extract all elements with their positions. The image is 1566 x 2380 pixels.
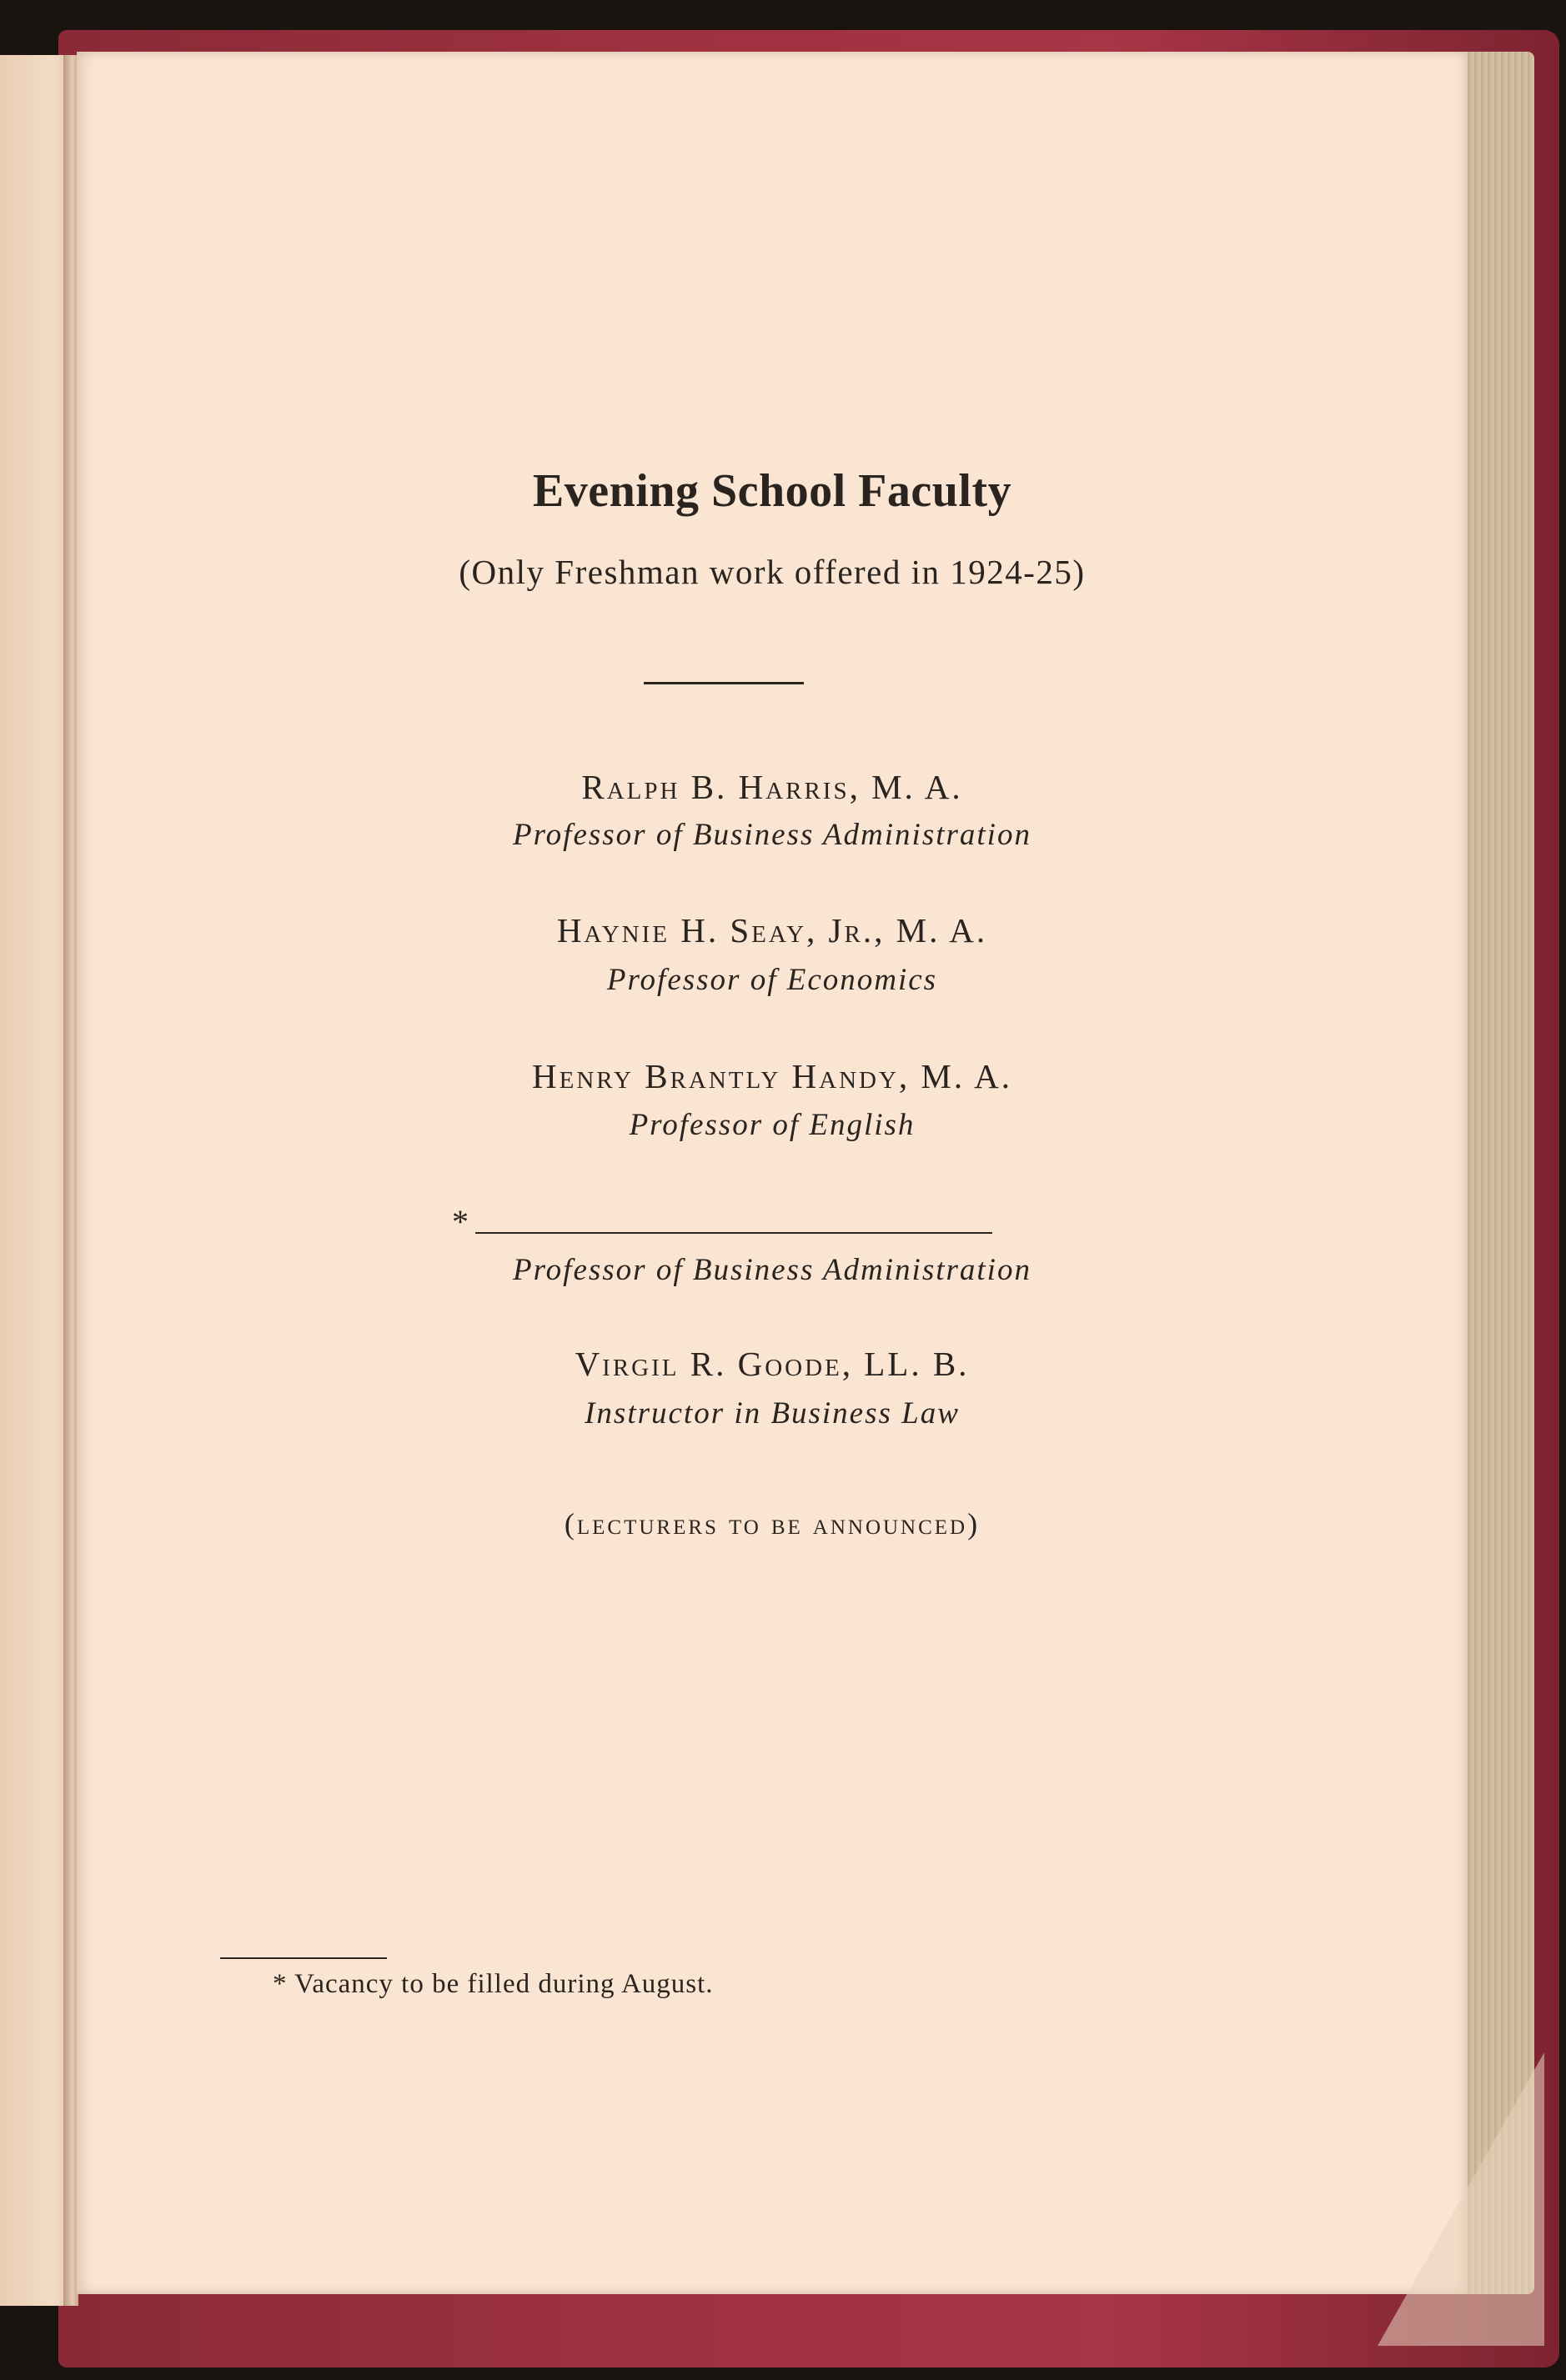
footnote-rule: [220, 1957, 387, 1959]
faculty-role: Professor of Economics: [606, 963, 938, 997]
faculty-role: Instructor in Business Law: [585, 1396, 960, 1431]
faculty-role: Professor of Business Administration: [513, 818, 1031, 852]
vacancy-rule: [475, 1232, 992, 1234]
lecturers-note: (lecturers to be announced): [564, 1507, 981, 1541]
document-page: [77, 52, 1468, 2294]
faculty-name: Virgil R. Goode, LL. B.: [575, 1345, 970, 1383]
title-rule: [644, 682, 804, 684]
faculty-role: Professor of English: [629, 1108, 916, 1142]
faculty-name: Ralph B. Harris, M. A.: [581, 768, 963, 806]
vacancy-asterisk: *: [452, 1203, 469, 1240]
footnote: * Vacancy to be filled during August.: [273, 1969, 714, 1999]
faculty-name: Haynie H. Seay, Jr., M. A.: [556, 911, 988, 949]
page-content: [77, 52, 1468, 2294]
vacancy-entry: [452, 1202, 1036, 1239]
page-title: Evening School Faculty: [532, 465, 1012, 517]
faculty-name: Henry Brantly Handy, M. A.: [532, 1057, 1012, 1095]
faculty-role: Professor of Business Administration: [513, 1253, 1031, 1287]
page-subtitle: (Only Freshman work offered in 1924-25): [459, 553, 1086, 591]
